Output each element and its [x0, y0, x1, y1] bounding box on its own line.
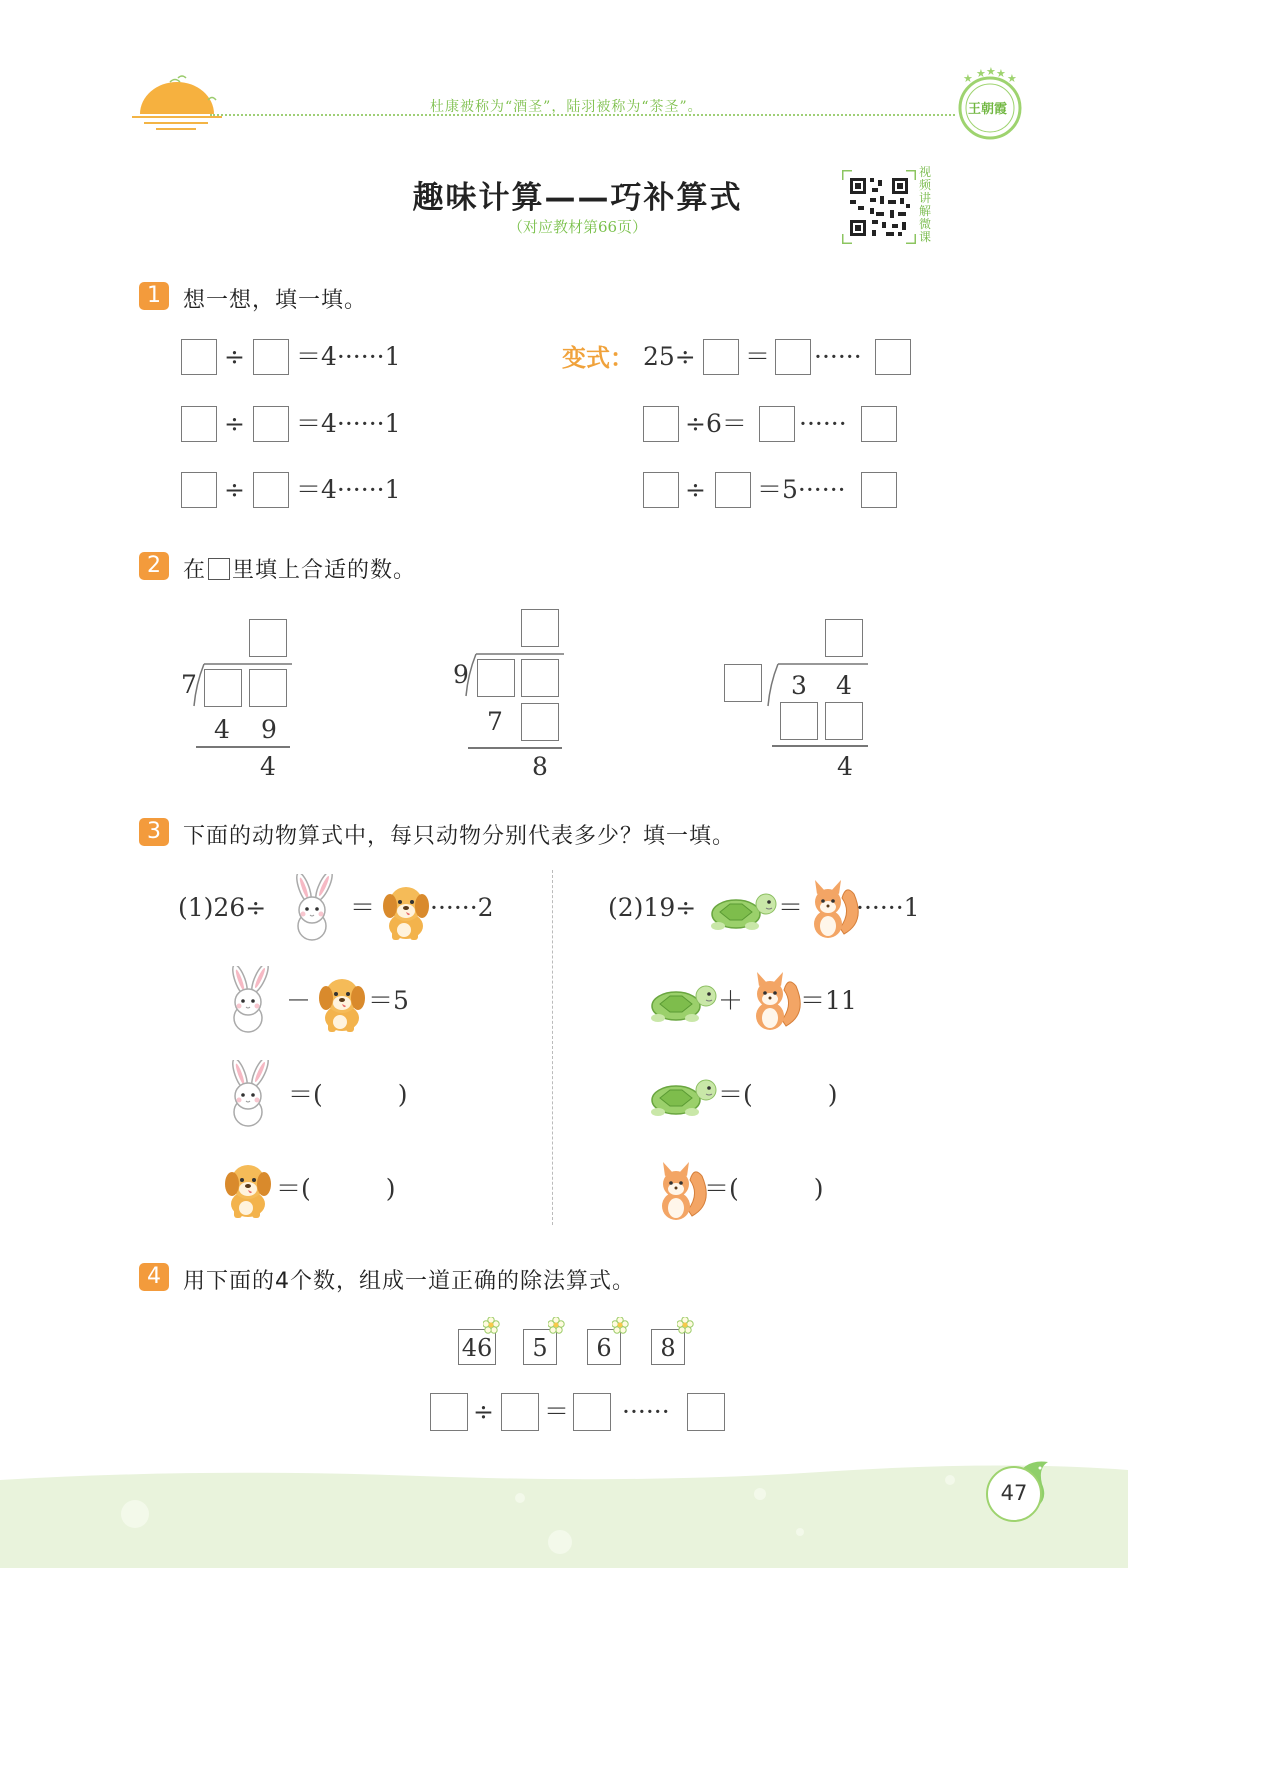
- rabbit-icon: [220, 966, 280, 1034]
- answer-box[interactable]: [253, 406, 289, 442]
- question-3-text: 下面的动物算式中，每只动物分别代表多少？填一填。: [183, 824, 736, 849]
- answer-box[interactable]: [861, 472, 897, 508]
- answer-blank[interactable]: ＝( ): [288, 1080, 408, 1109]
- answer-box[interactable]: [501, 1393, 539, 1431]
- number-card[interactable]: 6: [587, 1329, 621, 1365]
- answer-box[interactable]: [875, 339, 911, 375]
- number-card[interactable]: 46: [458, 1329, 496, 1365]
- answer-box[interactable]: [181, 472, 217, 508]
- answer-box[interactable]: [253, 472, 289, 508]
- svg-text:★: ★: [963, 72, 973, 85]
- subtraction-line: [196, 746, 290, 748]
- header-note: 杜康被称为“酒圣”，陆羽被称为“茶圣”。: [430, 99, 703, 115]
- answer-box[interactable]: [687, 1393, 725, 1431]
- answer-box[interactable]: [643, 472, 679, 508]
- answer-blank[interactable]: ＝( ): [704, 1174, 824, 1203]
- turtle-icon: [648, 1066, 720, 1122]
- page-subtitle: （对应教材第66页）: [507, 218, 648, 236]
- answer-box[interactable]: [780, 702, 818, 740]
- svg-text:★: ★: [996, 67, 1006, 80]
- flower-icon: [612, 1317, 630, 1335]
- answer-box[interactable]: [643, 406, 679, 442]
- qr-label: 视频讲解微课: [919, 165, 932, 244]
- question-2-text: 在 里填上合适的数。: [183, 558, 417, 583]
- squirrel-icon: [742, 964, 806, 1034]
- rabbit-icon: [220, 1060, 280, 1128]
- sunset-icon: [130, 70, 225, 135]
- page-title: 趣味计算——巧补算式: [412, 180, 743, 216]
- answer-box[interactable]: [181, 339, 217, 375]
- answer-box[interactable]: [253, 339, 289, 375]
- answer-box[interactable]: [477, 659, 515, 697]
- answer-box[interactable]: [759, 406, 795, 442]
- number-card[interactable]: 5: [523, 1329, 557, 1365]
- question-number-3: 3: [139, 818, 169, 846]
- squirrel-icon: [800, 872, 864, 942]
- subtraction-line: [772, 745, 868, 747]
- answer-box[interactable]: [204, 669, 242, 707]
- qr-code-icon[interactable]: [842, 170, 916, 244]
- answer-box[interactable]: [521, 609, 559, 647]
- answer-box[interactable]: [724, 664, 762, 702]
- rabbit-icon: [284, 874, 344, 942]
- answer-box[interactable]: [573, 1393, 611, 1431]
- dog-icon: [376, 874, 438, 944]
- answer-box[interactable]: [825, 619, 863, 657]
- dog-icon: [218, 1152, 280, 1222]
- answer-box[interactable]: [775, 339, 811, 375]
- answer-box[interactable]: [521, 659, 559, 697]
- footer-background: [0, 1450, 1128, 1568]
- svg-text:★: ★: [1007, 72, 1017, 85]
- variant-label: 变式：: [562, 344, 634, 372]
- square-symbol: [208, 558, 230, 580]
- squirrel-icon: [648, 1154, 712, 1224]
- flower-icon: [548, 1317, 566, 1335]
- turtle-icon: [648, 972, 720, 1028]
- column-divider: [552, 870, 553, 1225]
- turtle-icon: [708, 880, 780, 936]
- logo-text: 王朝霞: [968, 102, 1008, 117]
- answer-box[interactable]: [430, 1393, 468, 1431]
- answer-box[interactable]: [861, 406, 897, 442]
- answer-box[interactable]: [181, 406, 217, 442]
- page-number: 47: [986, 1466, 1042, 1522]
- question-4-text: 用下面的4个数，组成一道正确的除法算式。: [183, 1269, 635, 1294]
- answer-blank[interactable]: ＝( ): [276, 1174, 396, 1203]
- answer-box[interactable]: [703, 339, 739, 375]
- answer-box[interactable]: [249, 669, 287, 707]
- dog-icon: [312, 966, 374, 1036]
- answer-box[interactable]: [715, 472, 751, 508]
- question-number-1: 1: [139, 282, 169, 310]
- flower-icon: [677, 1317, 695, 1335]
- svg-text:★: ★: [976, 67, 986, 80]
- subtraction-line: [468, 747, 562, 749]
- answer-blank[interactable]: ＝( ): [718, 1080, 838, 1109]
- answer-box[interactable]: [249, 619, 287, 657]
- number-card[interactable]: 8: [651, 1329, 685, 1365]
- question-1-text: 想一想，填一填。: [183, 288, 368, 313]
- svg-text:★: ★: [986, 66, 996, 78]
- answer-box[interactable]: [825, 702, 863, 740]
- answer-box[interactable]: [521, 703, 559, 741]
- question-number-2: 2: [139, 552, 169, 580]
- question-number-4: 4: [139, 1263, 169, 1291]
- flower-icon: [483, 1317, 501, 1335]
